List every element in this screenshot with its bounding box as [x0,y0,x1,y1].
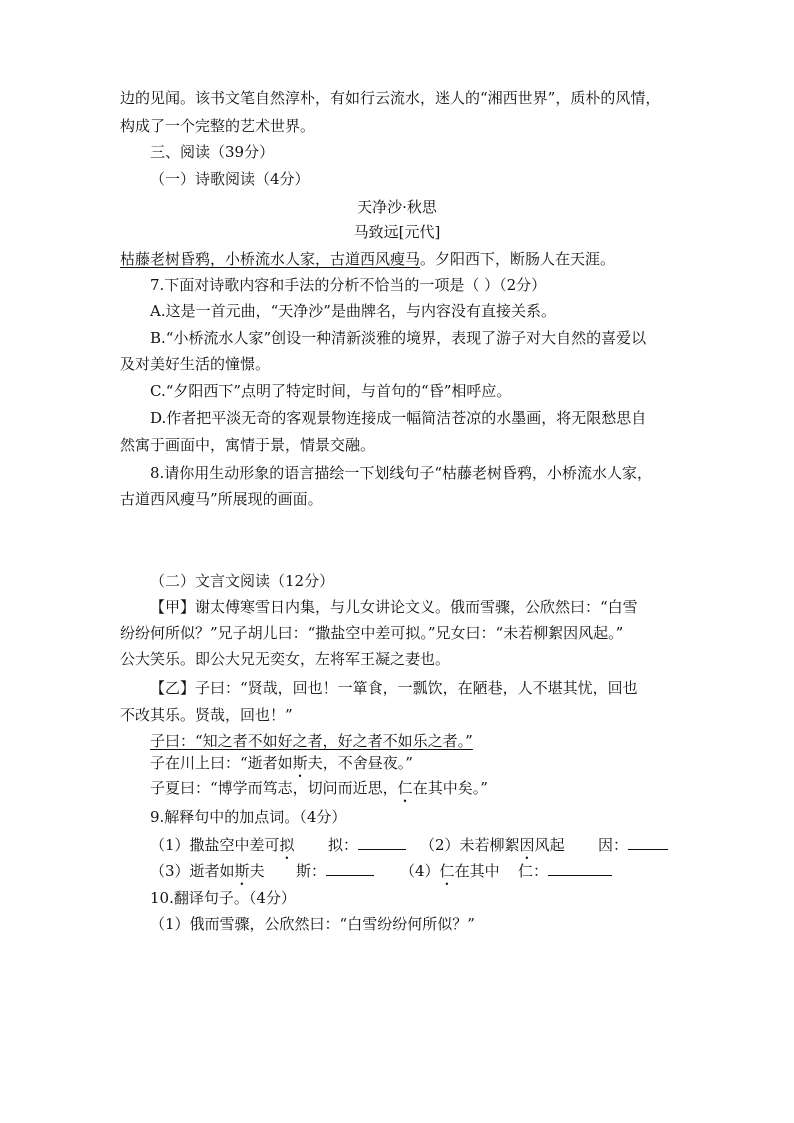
q9-item-1 [150,834,295,863]
q9-item-4-blank[interactable] [548,861,612,876]
q9-item-2-label: 因： [598,836,629,854]
q10-stem: 10.翻译句子。（4分） [150,889,296,907]
q7-stem: 7.下面对诗歌内容和手法的分析不恰当的一项是（ ）（2分） [150,276,547,294]
q9-item-4-text: （4） [400,862,440,880]
classical-heading: （二）文言文阅读（12分） [150,572,335,590]
q8-line1: 8.请你用生动形象的语言描绘一下划线句子“枯藤老树昏鸦，小桥流水人家， [150,464,652,482]
q9-item-4-answer [518,860,612,882]
q9-item-1-blank[interactable] [358,835,406,850]
q9-item-3-text-b: 夫 [249,862,265,880]
quote-3-dotted-word: 仁 [397,779,413,797]
q9-item-2-dotted-word: 因 [519,836,535,854]
q7-option-d-line2: 然寓于画面中，寓情于景，情景交融。 [120,436,376,454]
jia-line1: 【甲】谢太傅寒雪日内集，与儿女讲论文义。俄而雪骤，公欣然曰：“白雪 [150,598,638,616]
q9-item-3-text: （3）逝者如 [150,862,235,880]
q7-option-a: A.这是一首元曲，“天净沙”是曲牌名，与内容没有直接关系。 [150,302,556,320]
poem-title: 天净沙·秋思 [357,198,437,216]
poem-underlined-line: 枯藤老树昏鸦，小桥流水人家，古道西风瘦马 [120,250,421,268]
q7-option-c: C.“夕阳西下”点明了特定时间，与首句的“昏”相呼应。 [150,382,512,400]
q9-item-2-text: （2）未若柳絮 [420,836,520,854]
q9-item-3-answer [296,860,374,882]
yi-line2: 不改其乐。贤哉，回也！” [120,706,293,724]
q9-item-3-dotted-word: 斯 [234,862,250,880]
intro-line-1: 边的见闻。该书文笔自然淳朴，有如行云流水，迷人的“湘西世界”，质朴的风情， [120,89,661,107]
quote-1-text: 子曰：“知之者不如好之者，好之者不如乐之者。” [150,732,473,750]
q9-item-2 [420,834,565,863]
yi-line1: 【乙】子曰：“贤哉，回也！一箪食，一瓢饮，在陋巷，人不堪其忧，回也 [150,679,638,697]
quote-3 [150,777,488,806]
q7-option-b-line1: B.“小桥流水人家”创设一种清新淡雅的境界，表现了游子对大自然的喜爱以 [150,329,647,347]
q9-item-2-answer [598,834,668,856]
section-heading: 三、阅读（39分） [150,143,275,161]
q9-item-2-blank[interactable] [628,835,668,850]
poem-text [120,248,615,270]
poem-author: 马致远[元代] [353,223,441,241]
q9-item-1-label: 拟： [328,836,359,854]
jia-line2: 纷纷何所似？”兄子胡儿曰：“撒盐空中差可拟。”兄女曰：“未若柳絮因风起。” [120,624,624,642]
intro-line-2: 构成了一个完整的艺术世界。 [120,117,316,135]
q9-item-4 [400,860,500,889]
quote-3-part-b: 在其中矣。” [412,779,488,797]
q9-item-4-label: 仁： [518,862,549,880]
q7-option-d-line1: D.作者把平淡无奇的客观景物连接成一幅简洁苍凉的水墨画，将无限愁思自 [150,409,647,427]
q9-item-1-text: （1）撒盐空中差可 [150,836,280,854]
q7-option-b-line2: 及对美好生活的憧憬。 [120,355,271,373]
q10-item-1: （1）俄而雪骤，公欣然曰：“白雪纷纷何所似？” [150,915,475,933]
jia-line3: 公大笑乐。即公大兄无奕女，左将军王凝之妻也。 [120,650,451,668]
poetry-heading: （一）诗歌阅读（4分） [150,170,310,188]
q9-stem: 9.解释句中的加点词。（4分） [150,808,347,826]
q9-item-1-dotted-word: 拟 [279,836,295,854]
quote-3-part-a: 子夏曰：“博学而笃志，切问而近思， [150,779,398,797]
q9-item-1-answer [328,834,406,856]
poem-rest: 。夕阳西下，断肠人在天涯。 [420,250,616,268]
q9-item-4-dotted-word: 仁 [439,862,455,880]
q9-item-3-blank[interactable] [326,861,374,876]
q8-line2: 古道西风瘦马”所展现的画面。 [120,490,323,508]
quote-2-part-a: 子在川上曰：“逝者如 [150,754,293,772]
quote-1 [150,730,473,752]
quote-2-dotted-word: 斯 [292,754,308,772]
q9-item-3 [150,860,265,889]
quote-2-part-b: 夫，不舍昼夜。” [307,754,413,772]
q9-item-3-label: 斯： [296,862,327,880]
q9-item-2-text-b: 风起 [534,836,565,854]
q9-item-4-text-b: 在其中 [454,862,500,880]
